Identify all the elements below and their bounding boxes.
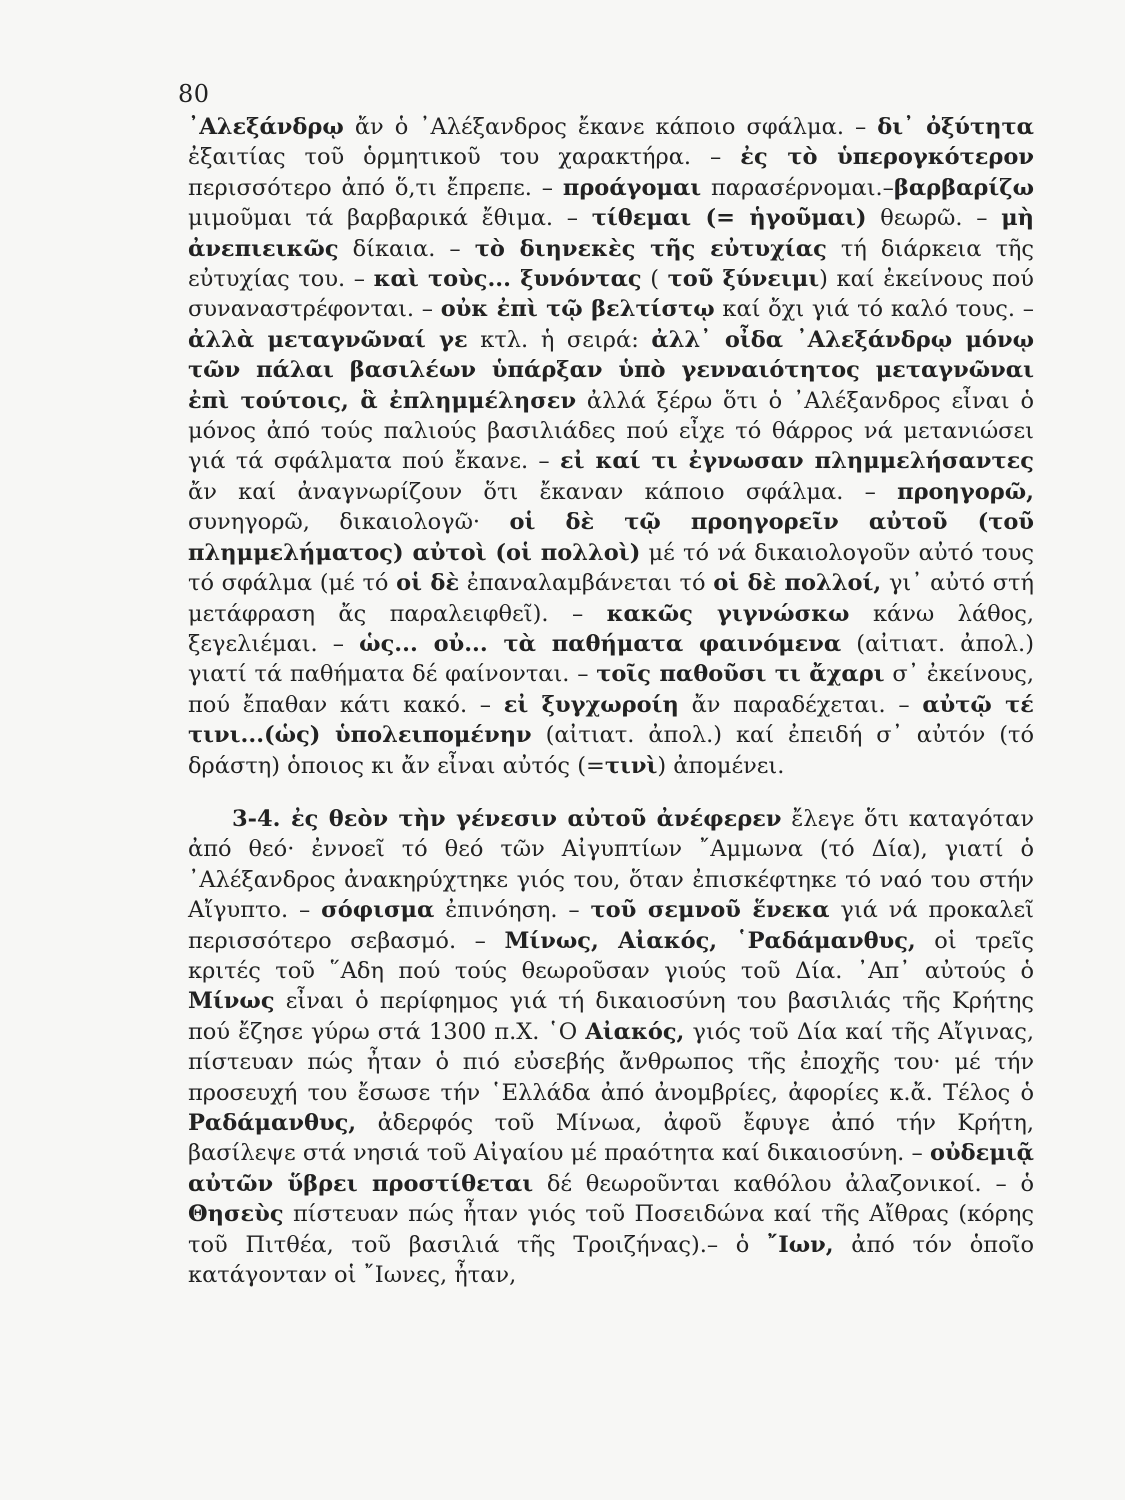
lemma-term: τίθεμαι (= ἡγοῦμαι) [591,205,867,232]
gloss-text: μιμοῦμαι τά βαρβαρικά ἔθιμα. – [188,205,592,232]
lemma-term: Μίνως, Αἰακός, ῾Ραδάμανθυς, [504,927,916,954]
gloss-text: ἐπινόηση. – [434,897,591,924]
lemma-term: 3-4. ἐς θεὸν τὴν γένεσιν αὐτοῦ ἀνέφερεν [232,805,782,832]
document-body [188,112,1034,1290]
gloss-text: παρασέρνομαι.– [701,174,894,201]
lemma-term: σόφισμα [321,897,435,924]
gloss-text: κτλ. ἡ σειρά: [467,326,652,353]
gloss-text: γιά νά προκαλεῖ περισσότερο σεβασμό. – [188,897,1034,954]
lemma-term: βαρβαρίζω [893,174,1034,201]
lemma-term: ῎Ιων, [766,1231,834,1258]
gloss-text: συνηγορῶ, δικαιολογῶ· [188,509,510,536]
lemma-term: τοῖς παθοῦσι τι ἄχαρι [596,661,885,688]
lemma-term: μὴ ἀνεπιεικῶς [188,205,1035,262]
lemma-term: ἀλλὰ μεταγνῶναί γε [188,326,468,353]
gloss-text: ) καί ἐκείνους πού συναναστρέφονται. – [188,266,1034,323]
gloss-text: γιός τοῦ Δία καί τῆς Αἴγινας, πίστευαν πώς ἦταν ὁ πιό εὐσεβής ἄνθρωπος τῆς ἐποχῆς του· μέ τήν προσευχή του ἔσωσε τήν ῾Ελλάδα ἀπό ἀνομβρίες, ἀφορίες κ.ἄ. Τέλος ὁ [188,1018,1035,1106]
lemma-term: ἀλλ᾿ οἶδα ᾿Αλεξάνδρῳ μόνῳ τῶν πάλαι βασιλέων ὑπάρξαν ὑπὸ γενναιότητος μεταγνῶναι ἐπὶ τούτοις, ἃ ἐπλημμέλησεν [188,326,1034,414]
gloss-text: (αἰτιατ. ἀπολ.) γιατί τά παθήματα δέ φαίνονται. – [188,630,1034,688]
gloss-text: καί ὄχι γιά τό καλό τους. – [714,296,1035,323]
lemma-term: οὐδεμιᾷ αὐτῶν ὕβρει προστίθεται [188,1140,1034,1197]
gloss-text: ἀλλά ξέρω ὅτι ὁ ᾿Αλέξανδρος εἶναι ὁ μόνος ἀπό τούς παλιούς βασιλιάδες πού εἶχε τό θάρρος νά μετανιώσει γιά τά σφάλματα πού ἔκανε. – [188,387,1034,475]
gloss-text: μέ τό νά δικαιολογοῦν αὐτό τους τό σφάλμα (μέ τό [188,539,1034,597]
commentary-paragraph [188,112,1034,781]
gloss-text: ἄν ὁ ᾿Αλέξανδρος ἔκανε κάποιο σφάλμα. – [343,114,878,140]
lemma-term: Θησεὺς [188,1201,284,1228]
lemma-term: εἰ καί τι ἐγνωσαν πλημμελήσαντες [559,448,1034,475]
gloss-text: ἄν παραδέχεται. – [678,691,923,718]
lemma-term: τοῦ σεμνοῦ ἕνεκα [590,897,830,924]
lemma-term: τὸ διηνεκὲς τῆς εὐτυχίας [474,235,827,262]
gloss-text: ἀπό τόν ὁποῖο κατάγονταν οἱ ῎Ιωνες, ἦταν, [188,1231,1035,1289]
lemma-term: τινὶ [604,752,658,779]
gloss-text: ( [641,266,668,293]
gloss-text: (αἰτιατ. ἀπολ.) καί ἐπειδή σ᾿ αὐτόν (τό δράστη) ὁποιος κι ἄν εἶναι αὐτός (= [188,722,1034,779]
lemma-term: τοῦ ξύνειμι [667,266,820,293]
gloss-text: ἔλεγε ὅτι καταγόταν ἀπό θεό· ἐννοεῖ τό θεό τῶν Αἰγυπτίων ῎Αμμωνα (τό Δία), γιατί ὁ ᾿Αλέξανδρος ἀνακηρύχτηκε γιός του, ὅταν ἐπισκέφτηκε τό ναό του στήν Αἴγυπτο. – [188,805,1034,924]
lemma-term: κακῶς γιγνώσκω [606,600,850,627]
lemma-term: δι᾿ ὀξύτητα [877,114,1034,140]
lemma-term: εἰ ξυγχωροίη [503,691,679,718]
gloss-text: δίκαια. – [338,235,475,262]
lemma-term: οἱ δὲ πολλοί, [713,570,882,597]
gloss-text: ἀδερφός τοῦ Μίνωα, ἀφοῦ ἔφυγε ἀπό τήν Κρήτη, βασίλεψε στά νησιά τοῦ Αἰγαίου μέ πραότητα καί δικαιοσύνη. – [188,1110,1034,1167]
page-number: 80 [178,80,210,108]
lemma-term: καὶ τοὺς... ξυνόντας [373,266,642,293]
gloss-text: εἶναι ὁ περίφημος γιά τή δικαιοσύνη του βασιλιάς τῆς Κρήτης πού ἔζησε γύρω στά 1300 π.Χ. ῾Ο [188,988,1034,1045]
lemma-term: ἐς τὸ ὑπερογκότερον [740,144,1034,171]
lemma-term: Αἰακός, [585,1018,685,1045]
lemma-term: αὐτῷ τέ τινι...(ὡς) ὑπολειπομένην [188,691,1034,749]
commentary-paragraph [188,804,1034,1291]
lemma-term: οὐκ ἐπὶ τῷ βελτίστῳ [440,296,715,323]
lemma-term: Μίνως [188,988,275,1015]
gloss-text: οἱ τρεῖς κριτές τοῦ ῞Αδη πού τούς θεωροῦσαν γιούς τοῦ Δία. ᾿Απ᾿ αὐτούς ὁ [188,927,1034,984]
lemma-term: προάγομαι [562,174,702,201]
gloss-text: τή διάρκεια τῆς εὐτυχίας του. – [188,235,1034,293]
lemma-term: οἱ δὲ τῷ προηγορεῖν αὐτοῦ (τοῦ πλημμελήματος) αὐτοὶ (οἱ πολλοὶ) [188,509,1035,566]
gloss-text: γι᾿ αὐτό στή μετάφραση ἄς παραλειφθεῖ). – [188,570,1034,627]
lemma-term: οἱ δὲ [396,570,460,597]
gloss-text: ἐξαιτίας τοῦ ὁρμητικοῦ του χαρακτήρα. – [188,144,741,171]
gloss-text: περισσότερο ἀπό ὅ,τι ἔπρεπε. – [188,174,563,201]
gloss-text: ἄν καί ἀναγνωρίζουν ὅτι ἔκαναν κάποιο σφάλμα. – [188,478,898,505]
gloss-text: κάνω λάθος, ξεγελιέμαι. – [188,600,1034,657]
lemma-term: Ραδάμανθυς, [188,1110,357,1136]
lemma-term: ᾿Αλεξάνδρῳ [188,114,344,140]
gloss-text: ) ἀπομένει. [657,752,785,779]
gloss-text: δέ θεωροῦνται καθόλου ἀλαζονικοί. – ὁ [533,1170,1034,1197]
gloss-text: θεωρῶ. – [866,205,1002,232]
lemma-term: ὡς... οὐ... τὰ παθήματα φαινόμενα [359,630,842,657]
gloss-text: πίστευαν πώς ἦταν γιός τοῦ Ποσειδώνα καί τῆς Αἴθρας (κόρης τοῦ Πιτθέα, τοῦ βασιλιά τῆς Τροιζήνας).– ὁ [188,1201,1034,1258]
gloss-text: σ᾿ ἐκείνους, πού ἔπαθαν κάτι κακό. – [188,661,1034,718]
lemma-term: προηγορῶ, [897,478,1034,505]
gloss-text: ἐπαναλαμβάνεται τό [459,570,714,597]
